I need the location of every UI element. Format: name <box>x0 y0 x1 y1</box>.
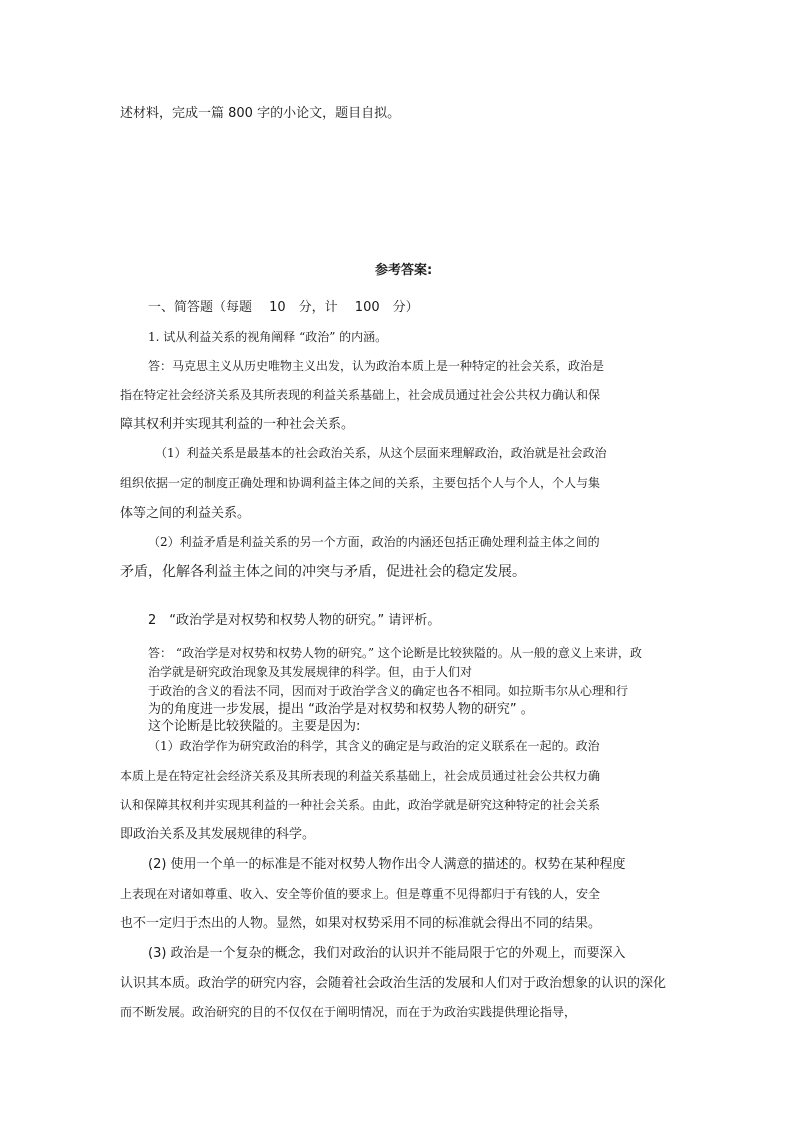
q2-point2-line: 也不一定归于杰出的人物。显然，如果对权势采用不同的标准就会得出不同的结果。 <box>120 916 602 931</box>
q2-answer-line: 于政治的含义的看法不同，因而对于政治学含义的确定也各不相同。如拉斯韦尔从心理和行 <box>148 684 629 698</box>
intro-tail-text: 述材料，完成一篇 800 字的小论文，题目自拟。 <box>120 106 401 121</box>
q1-answer-line: 障其权利并实现其利益的一种社会关系。 <box>120 417 355 432</box>
q2-point1-line: 本质上是在特定社会经济关系及其所表现的利益关系基础上，社会成员通过社会公共权力确 <box>120 769 601 783</box>
q2-point1-line: 即政治关系及其发展规律的科学。 <box>120 827 316 842</box>
q1-point2-line: 矛盾，化解各利益主体之间的冲突与矛盾，促进社会的稳定发展。 <box>120 564 526 580</box>
q1-answer-line: 答：马克思主义从历史唯物主义出发，认为政治本质上是一种特定的社会关系，政治是 <box>148 359 605 373</box>
q2-answer-line: 为的角度进一步发展，提出 “政治学是对权势和权势人物的研究” 。 <box>148 702 534 717</box>
q1-point2-line: （2）利益矛盾是利益关系的另一个方面，政治的内涵还包括正确处理利益主体之间的 <box>148 535 600 549</box>
q2-point2-line: (2) 使用一个单一的标准是不能对权势人物作出令人满意的描述的。权势在某种程度 <box>148 857 626 872</box>
q1-answer-line: 指在特定社会经济关系及其所表现的利益关系基础上，社会成员通过社会公共权力确认和保 <box>120 388 601 402</box>
q2-answer-line: 答： “政治学是对权势和权势人物的研究。” 这个论断是比较狭隘的。从一般的意义上来讲，政 <box>148 646 642 660</box>
q1-point1-line: 体等之间的利益关系。 <box>120 506 251 521</box>
q2-point1-line: 认和保障其权利并实现其利益的一种社会关系。由此，政治学就是研究这种特定的社会关系 <box>120 798 601 812</box>
q2-point1-line: （1）政治学作为研究政治的科学，其含义的确定是与政治的定义联系在一起的。政治 <box>148 739 600 753</box>
answers-title: 参考答案: <box>375 263 433 278</box>
q2-point3-line: (3) 政治是一个复杂的概念，我们对政治的认识并不能局限于它的外观上，而要深入 <box>148 946 626 961</box>
q1-point1-line: （1）利益关系是最基本的社会政治关系，从这个层面来理解政治，政治就是社会政治 <box>155 446 607 460</box>
q1-point1-line: 组织依据一定的制度正确处理和协调利益主体之间的关系，主要包括个人与个人，个人与集 <box>120 476 601 490</box>
q2-point3-line: 认识其本质。政治学的研究内容，会随着社会政治生活的发展和人们对于政治想象的认识的深化 <box>120 976 667 991</box>
q2-point3-line: 而不断发展。政治研究的目的不仅仅在于阐明情况，而在于为政治实践提供理论指导， <box>120 1005 577 1019</box>
q2-point2-line: 上表现在对诸如尊重、收入、安全等价值的要求上。但是尊重不见得都归于有钱的人，安全 <box>120 887 601 901</box>
question-2: 2 “政治学是对权势和权势人物的研究。” 请评析。 <box>148 613 441 628</box>
section-heading: 一、简答题（每题 10 分，计 100 分） <box>148 300 419 315</box>
q2-answer-line: 这个论断是比较狭隘的。主要是因为: <box>148 719 361 734</box>
q2-answer-line: 治学就是研究政治现象及其发展规律的科学。但，由于人们对 <box>148 665 473 679</box>
question-1: 1. 试从利益关系的视角阐释 “政治” 的内涵。 <box>148 330 388 344</box>
